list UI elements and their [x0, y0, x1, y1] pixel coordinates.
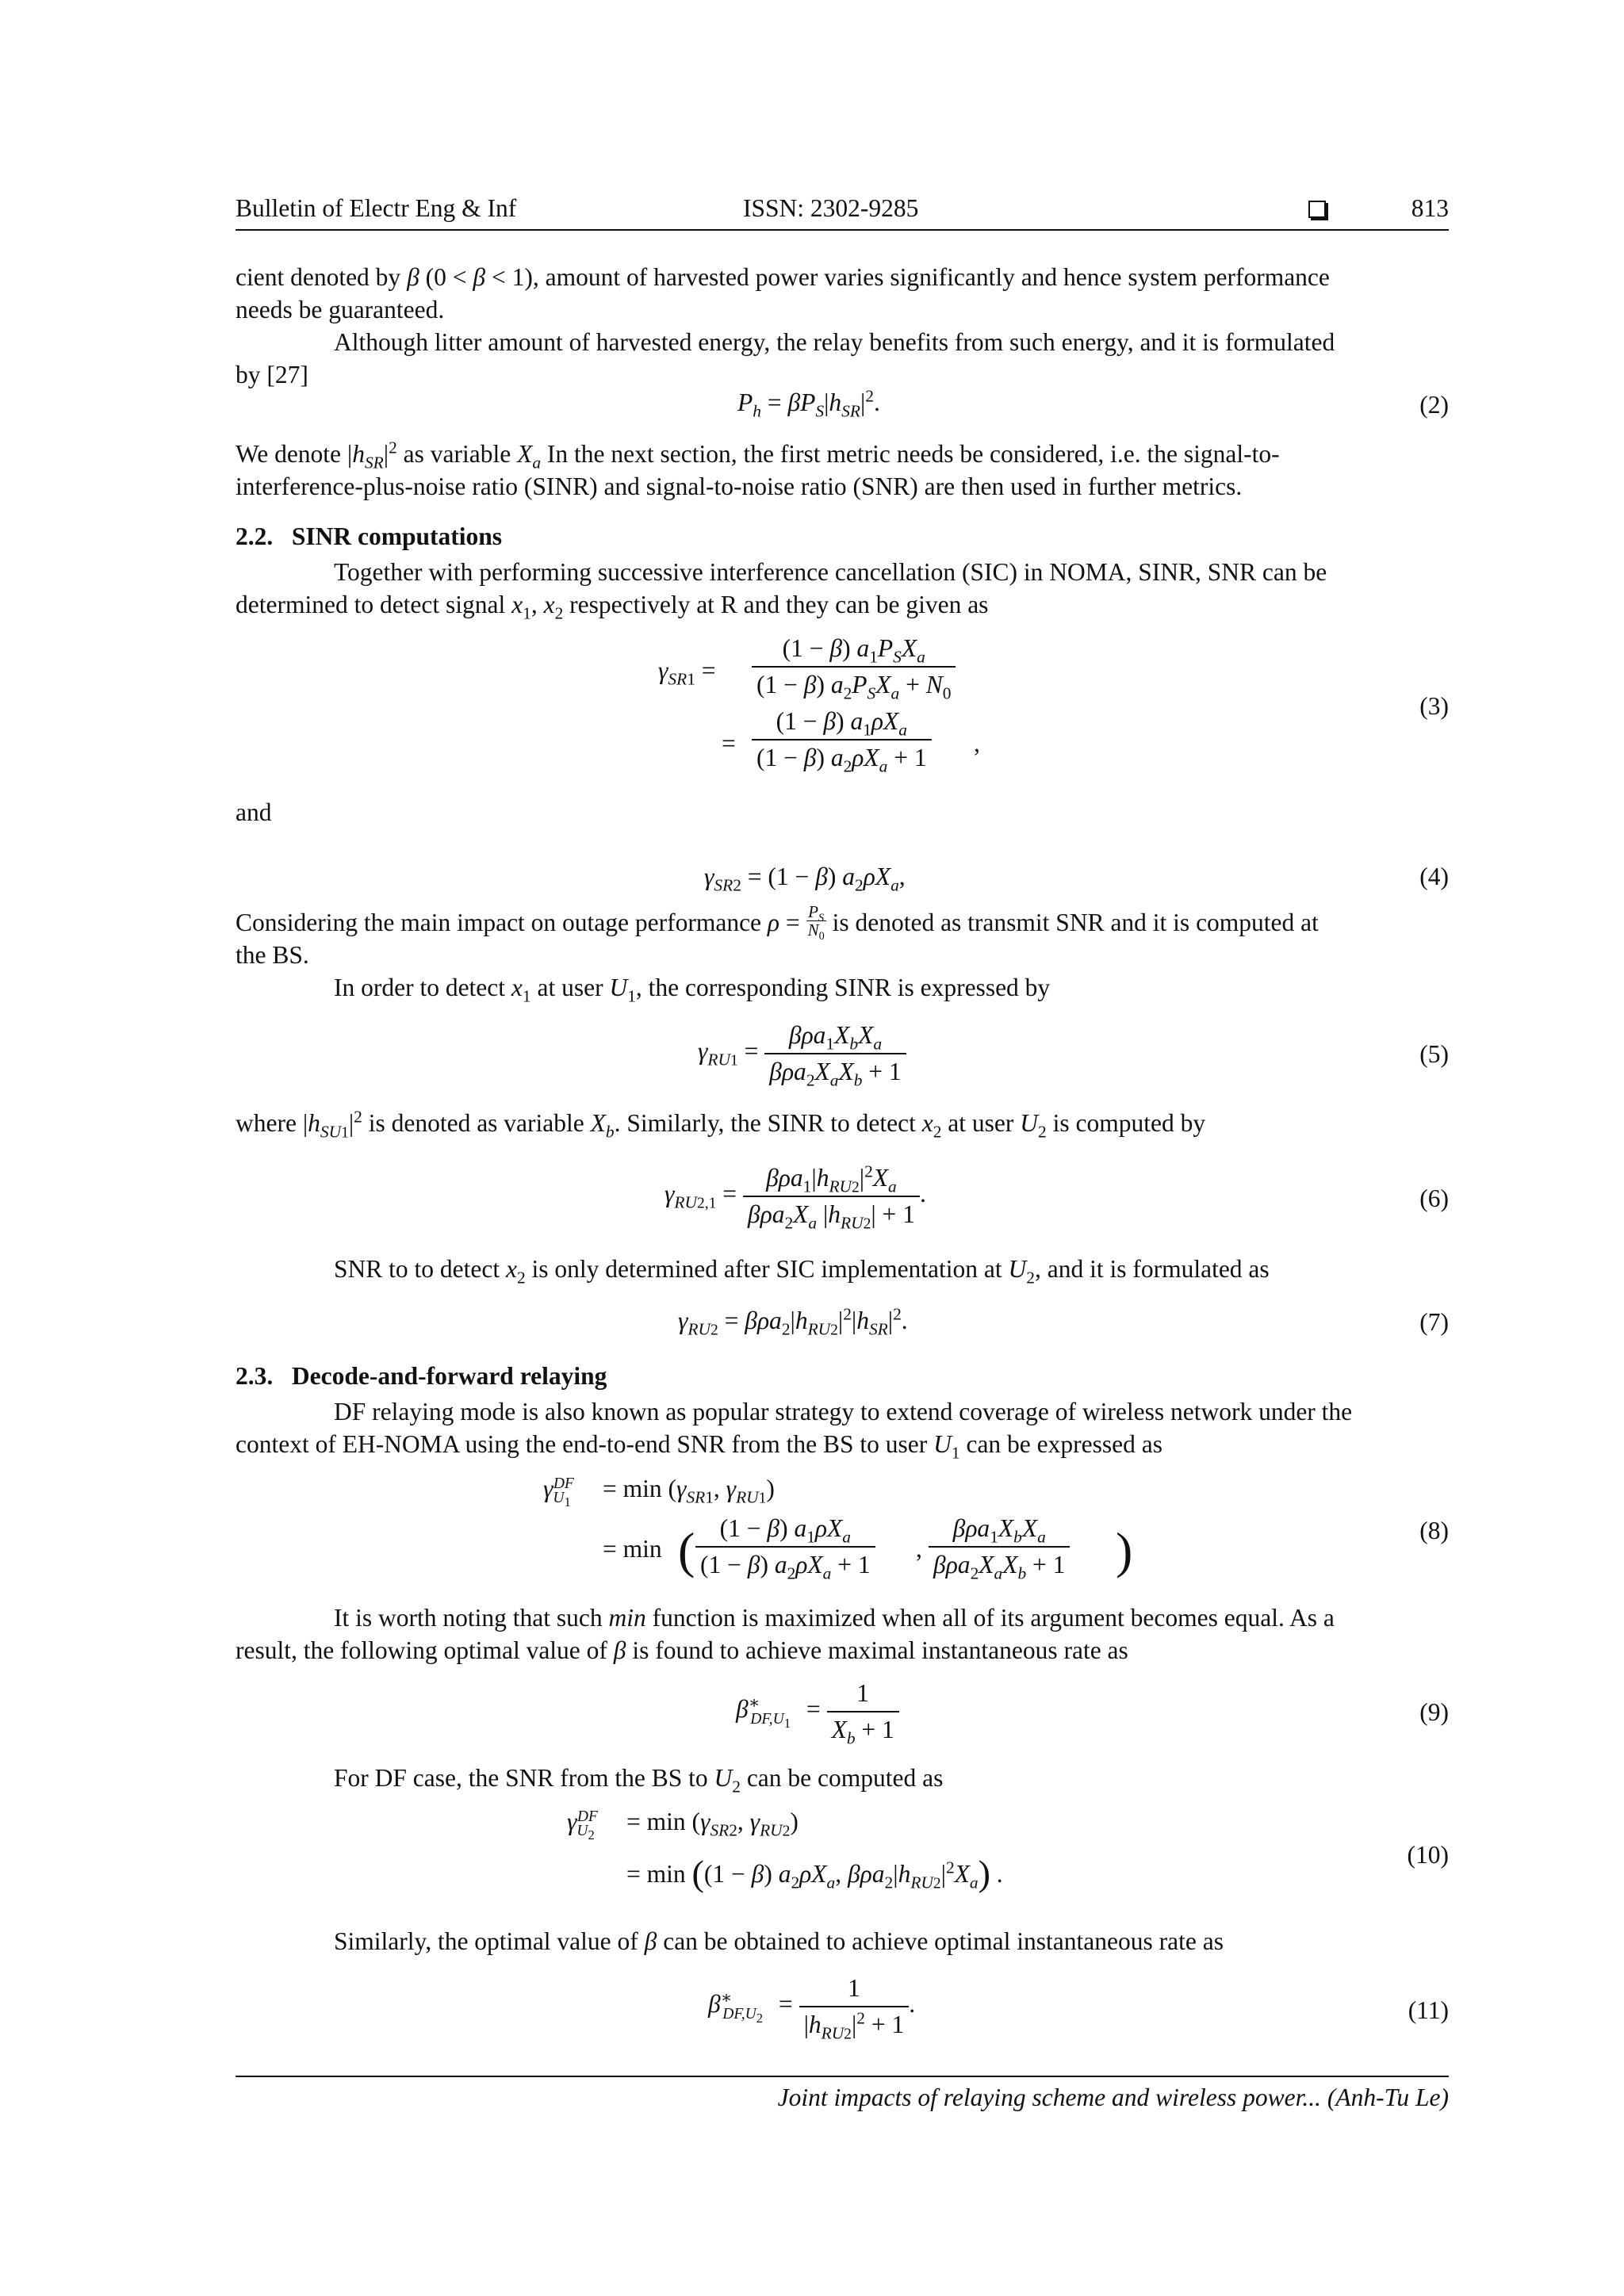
equation-number-6: (6) — [1419, 1184, 1449, 1212]
equation-number-4: (4) — [1419, 863, 1449, 890]
equation-number-3: (3) — [1419, 692, 1449, 720]
paragraph-1: cient denoted by β (0 < β < 1), amount of harvested power varies significantly and hence system performance needs be guaranteed. Although litter amount of harvested energy, the relay benefits from such energy, and it is formulated by [27] — [236, 263, 1335, 388]
section-heading-2-3: 2.3. Decode-and-forward relaying — [236, 1362, 607, 1390]
equation-6: $\gamma_{RU2,1}$ = $\frac{\beta\rho a_1|h_{RU2}|^2X_a}{\beta\rho a_2X_a |h_{RU2}| + 1}$ . — [665, 1161, 926, 1233]
equation-4: $\gamma_{SR2} = (1 - \beta)$ $a_2\rho X_a$, — [704, 863, 906, 895]
paragraph-4: Considering the main impact on outage performance ρ = $\frac{P_S}{N_0}$ is denoted as transmit SNR and it is computed at the BS. In order to detect $x_1$ at user $U_1$, the corresponding SINR is expressed by — [236, 902, 1319, 1006]
running-footer: Joint impacts of relaying scheme and wireless power... (Anh-Tu Le) — [777, 2084, 1449, 2111]
paragraph-6: SNR to to detect $x_2$ is only determined after SIC implementation at $U_2$, and it is formulated as — [334, 1255, 1270, 1288]
journal-name: Bulletin of Electr Eng & Inf — [236, 194, 517, 222]
equation-number-7: (7) — [1419, 1308, 1449, 1336]
running-header — [236, 194, 1449, 231]
paragraph-3: Together with performing successive interference cancellation (SIC) in NOMA, SINR, SNR can be determined to detect signal $x_1$, $x_2$ respectively at R and they can be given as — [236, 558, 1327, 623]
section-heading-2-2: 2.2. SINR computations — [236, 522, 503, 550]
paragraph-2: We denote $|h_{SR}|^2$ as variable $X_a$ In the next section, the first metric needs be considered, i.e. the signal-to- interference-plus-noise ratio (SINR) and signal-to-noise ratio (SNR) are then used in further metrics. — [236, 438, 1280, 500]
footer-rule — [236, 2076, 1449, 2077]
square-icon — [1308, 201, 1326, 218]
equation-number-9: (9) — [1419, 1698, 1449, 1726]
equation-number-11: (11) — [1408, 1996, 1449, 2024]
equation-2: $P_h = \beta P_S|h_{SR}|^2$. — [737, 386, 880, 421]
paragraph-8: It is worth noting that such min function is maximized when all of its argument becomes equal. As a result, the following optimal value of β is found to achieve maximal instantaneous rate as — [236, 1604, 1335, 1664]
equation-number-2: (2) — [1419, 391, 1449, 419]
equation-5: $\gamma_{RU1}$ = $\frac{\beta\rho a_1X_bX_a}{\beta\rho a_2X_aX_b + 1}$ — [698, 1021, 906, 1086]
page-number: 813 — [1411, 194, 1449, 222]
issn: ISSN: 2302-9285 — [743, 194, 919, 222]
equation-11: $\beta^∗_{DF,U_2}$ = $\frac{1}{|h_{RU2}|^2 + 1}$ . — [708, 1974, 916, 2043]
paragraph-10: Similarly, the optimal value of β can be obtained to achieve optimal instantaneous rate as — [334, 1927, 1224, 1955]
paragraph-9: For DF case, the SNR from the BS to $U_2$ can be computed as — [334, 1764, 944, 1797]
paragraph-5: where $|h_{SU1}|^2$ is denoted as variable $X_b$. Similarly, the SINR to detect $x_2$ at user $U_2$ is computed by — [236, 1107, 1206, 1142]
equation-7: $\gamma_{RU2} = \beta\rho a_2|h_{RU2}|^2|h_{SR}|^2$. — [678, 1304, 908, 1339]
equation-number-10: (10) — [1407, 1841, 1449, 1869]
and-label: and — [236, 798, 272, 826]
paragraph-7: DF relaying mode is also known as popular strategy to extend coverage of wireless network under the context of EH-NOMA using the end-to-end SNR from the BS to user $U_1$ can be expressed as — [236, 1398, 1353, 1463]
equation-number-5: (5) — [1419, 1040, 1449, 1068]
equation-number-8: (8) — [1419, 1517, 1449, 1544]
equation-9: $\beta^∗_{DF,U_1}$ = $\frac{1}{X_b + 1}$ — [736, 1679, 899, 1744]
